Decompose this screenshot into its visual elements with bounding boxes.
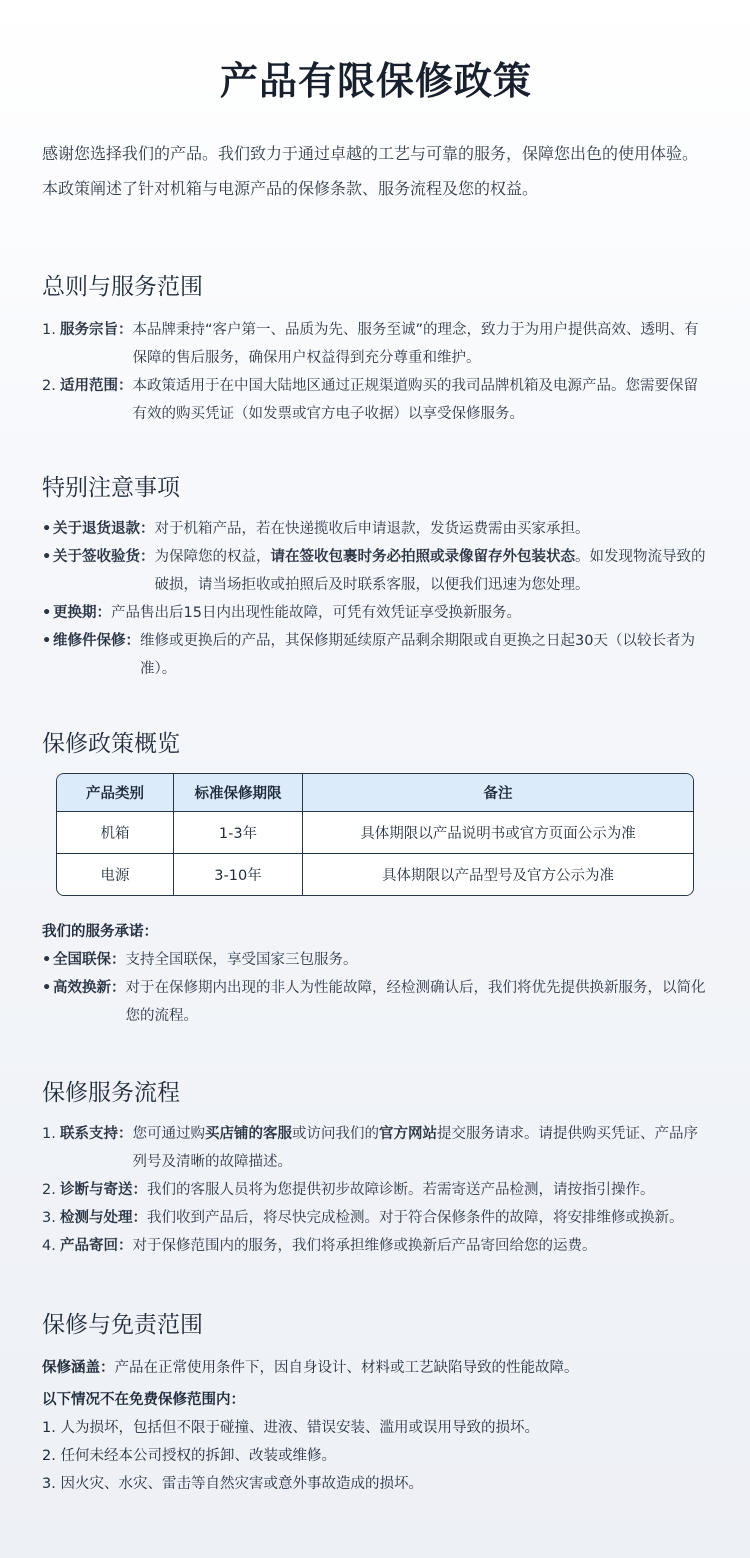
list-number: 1. (42, 322, 56, 338)
list-item (42, 316, 710, 372)
coverage-text: 产品在正常使用条件下，因自身设计、材料或工艺缺陷导致的性能故障。 (114, 1360, 579, 1376)
item-text-emphasis: 官方网站 (379, 1126, 437, 1142)
item-text: 本政策适用于在中国大陆地区通过正规渠道购买的我司品牌机箱及电源产品。您需要保留有效的购买凭证（如发票或官方电子收据）以享受保修服务。 (132, 378, 698, 422)
general-list (42, 316, 710, 428)
item-label: 产品寄回： (60, 1238, 133, 1254)
exclusion-item: 1. 人为损坏，包括但不限于碰撞、进液、错误安装、滥用或误用导致的损坏。 (42, 1420, 539, 1436)
item-label: 联系支持： (60, 1126, 133, 1142)
coverage-paragraph (42, 1354, 710, 1382)
list-item (42, 599, 710, 627)
section-heading-overview: 保修政策概览 (42, 731, 180, 757)
list-number: 2. (42, 378, 56, 394)
item-text-part: 提交服务请求。请提供购买凭证、产品序列号及清晰的故障描述。 (132, 1126, 698, 1170)
item-text-part: 您可通过购 (132, 1126, 205, 1142)
table-cell: 电源 (57, 854, 173, 895)
bullet-dot: • (42, 521, 52, 537)
list-number: 1. (42, 1126, 56, 1142)
list-item (42, 1120, 710, 1176)
item-text: 我们收到产品后，将尽快完成检测。对于符合保修条件的故障，将安排维修或换新。 (147, 1210, 684, 1226)
intro-paragraph: 感谢您选择我们的产品。我们致力于通过卓越的工艺与可靠的服务，保障您出色的使用体验。本政策阐述了针对机箱与电源产品的保修条款、服务流程及您的权益。 (42, 144, 699, 198)
bullet-dot: • (42, 633, 52, 649)
bullet-dot: • (42, 605, 52, 621)
list-item (42, 627, 710, 683)
bullet-dot: • (42, 952, 52, 968)
table-row (57, 812, 693, 854)
item-text: 我们的客服人员将为您提供初步故障诊断。若需寄送产品检测，请按指引操作。 (147, 1182, 655, 1198)
table-cell: 3-10年 (173, 854, 302, 895)
list-item (42, 1232, 710, 1260)
item-label: 全国联保： (53, 952, 126, 968)
item-text: 对于在保修期内出现的非人为性能故障，经检测确认后，我们将优先提供换新服务，以简化您的流程。 (125, 980, 706, 1024)
item-text-part: 。如发现物流导致的破损，请当场拒收或拍照后及时联系客服，以便我们迅速为您处理。 (154, 549, 706, 593)
list-number: 4. (42, 1238, 56, 1254)
section-heading-process: 保修服务流程 (42, 1080, 180, 1106)
item-label: 服务宗旨： (60, 322, 133, 338)
promise-list (42, 946, 710, 1030)
item-text (133, 1120, 711, 1176)
item-label: 适用范围： (60, 378, 133, 394)
item-label: 检测与处理： (60, 1210, 147, 1226)
bullet-dot: • (42, 980, 52, 996)
list-item (42, 946, 710, 974)
item-text: 支持全国联保，享受国家三包服务。 (125, 952, 358, 968)
table-header-cell: 备注 (302, 774, 693, 812)
table-header-cell: 产品类别 (57, 774, 173, 812)
warranty-table-wrap (42, 773, 710, 896)
policy-page (0, 58, 750, 1558)
item-text: 产品售出后15日内出现性能故障，可凭有效凭证享受换新服务。 (111, 605, 521, 621)
coverage-label: 保修涵盖： (42, 1360, 115, 1376)
list-number: 3. (42, 1210, 56, 1226)
table-header-cell: 标准保修期限 (173, 774, 302, 812)
exclusion-item: 3. 因火灾、水灾、雷击等自然灾害或意外事故造成的损坏。 (42, 1476, 423, 1492)
item-label: 维修件保修： (53, 633, 140, 649)
exclusion-item: 2. 任何未经本公司授权的拆卸、改装或维修。 (42, 1448, 336, 1464)
section-heading-notes: 特别注意事项 (42, 475, 180, 501)
table-cell: 具体期限以产品型号及官方公示为准 (302, 854, 693, 895)
item-text-emphasis: 请在签收包裹时务必拍照或录像留存外包装状态 (270, 549, 575, 565)
item-text (155, 543, 711, 599)
promise-title: 我们的服务承诺： (42, 924, 158, 940)
item-label: 关于签收验货： (53, 549, 155, 565)
notes-list (42, 515, 710, 683)
table-cell: 具体期限以产品说明书或官方页面公示为准 (302, 812, 693, 854)
item-text: 本品牌秉持“客户第一、品质为先、服务至诚”的理念，致力于为用户提供高效、透明、有保障的售后服务，确保用户权益得到充分尊重和维护。 (132, 322, 699, 366)
section-heading-general: 总则与服务范围 (42, 274, 203, 300)
process-list (42, 1120, 710, 1260)
list-item (42, 515, 710, 543)
item-text: 维修或更换后的产品，其保修期延续原产品剩余期限或自更换之日起30天（以较长者为准）。 (140, 633, 695, 677)
table-row (57, 854, 693, 895)
item-label: 关于退货退款： (53, 521, 155, 537)
item-label: 诊断与寄送： (60, 1182, 147, 1198)
bullet-dot: • (42, 549, 52, 565)
list-item (42, 1204, 710, 1232)
table-cell: 1-3年 (173, 812, 302, 854)
table-cell: 机箱 (57, 812, 173, 854)
list-number: 2. (42, 1182, 56, 1198)
item-text: 对于机箱产品，若在快递揽收后申请退款，发货运费需由买家承担。 (154, 521, 590, 537)
item-text-part: 或访问我们的 (292, 1126, 379, 1142)
list-item (42, 1176, 710, 1204)
item-label: 高效换新： (53, 980, 126, 996)
page-title: 产品有限保修政策 (219, 59, 532, 103)
exclusion-title: 以下情况不在免费保修范围内： (42, 1392, 245, 1408)
item-text-part: 为保障您的权益， (154, 549, 271, 565)
list-item (42, 974, 710, 1030)
item-text-emphasis: 买店铺的客服 (205, 1126, 292, 1142)
item-text: 对于保修范围内的服务，我们将承担维修或换新后产品寄回给您的运费。 (132, 1238, 597, 1254)
section-heading-scope: 保修与免责范围 (42, 1312, 203, 1338)
item-label: 更换期： (53, 605, 111, 621)
list-item (42, 372, 710, 428)
warranty-table (56, 773, 694, 896)
table-header-row (57, 774, 693, 812)
list-item (42, 543, 710, 599)
